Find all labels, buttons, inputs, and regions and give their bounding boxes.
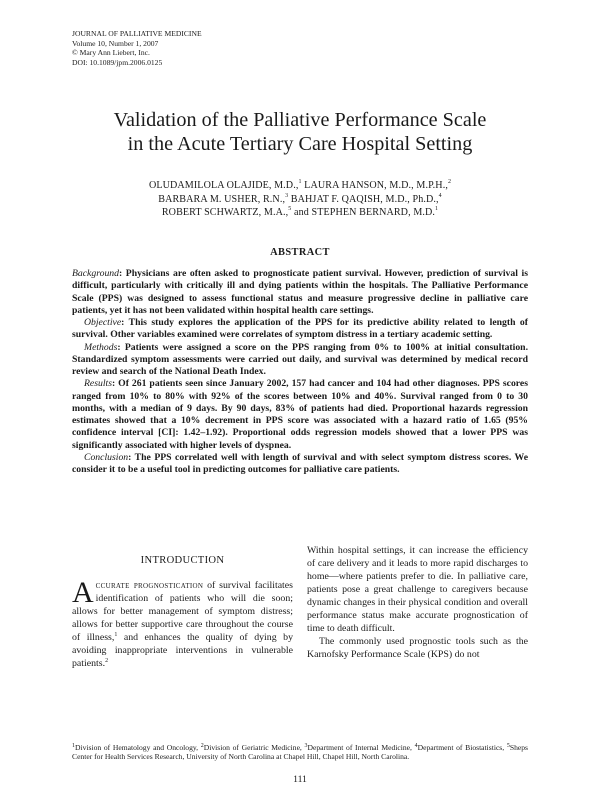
- abstract-objective: Objective: This study explores the application of the PPS for its predictive ability related to length of survival. Other variables examined were correlates of symptom distress in a tertiary academic setting.: [72, 317, 528, 341]
- affiliations-footnote: $^1$Division of Hematology and Oncology, $^2$Division of Geriatric Medicine, $^3$Department of Internal Medicine, $^4$Department of Biostatistics, $^5$Sheps Center for Health Services Research, University of North Carolina at Chapel Hill, Chapel Hill, North Carolina.: [72, 743, 529, 762]
- author-line-1: OLUDAMILOLA OLAJIDE, M.D.,$^1$ LAURA HANSON, M.D., M.P.H.,$^2$: [148, 179, 452, 191]
- author-line-3: ROBERT SCHWARTZ, M.A.,$^5$ and STEPHEN BERNARD, M.D.$^1$: [161, 206, 439, 219]
- intro-paragraph-2: The commonly used prognostic tools such as the Karnofsky Performance Scale (KPS) do not: [307, 635, 528, 660]
- abstract-methods: Methods: Patients were assigned a score on the PPS ranging from 0% to 100% at initial consultation. Standardized symptom assessments were carried out daily, and survival was determined by medical record review and search of the National Death Index.: [72, 341, 528, 377]
- title-line-2: in the Acute Tertiary Care Hospital Setting: [127, 133, 473, 155]
- intro-column-right: [307, 545, 528, 662]
- abstract-background: Background: Physicians are often asked to prognosticate patient survival. However, prediction of survival is difficult, particularly with critically ill and dying patients within the hospitals. The Palliative Performance Scale (PPS) was designed to assess functional status and measure progressive decline in palliative care patients, yet it has not been validated within hospital health care settings.: [72, 268, 528, 316]
- abstract-heading: ABSTRACT: [270, 247, 330, 258]
- abstract-conclusion: Conclusion: The PPS correlated well with length of survival and with select symptom distress scores. We consider it to be a useful tool in predicting outcomes for palliative care patients.: [72, 451, 528, 475]
- journal-header: [72, 29, 202, 67]
- drop-cap: A: [72, 575, 94, 609]
- article-title: [0, 108, 600, 156]
- abstract-results: Results: Of 261 patients seen since January 2002, 157 had cancer and 104 had other diagnoses. PPS scores ranged from 10% to 80% with 92% of the scores between 10% and 40%. Survival ranged from 0 to 30 months, with a median of 9 days. By 90 days, 83% of patients had died. Proportional hazards regression estimates showed that a 10% decrement in PPS score was associated with a hazard ratio of 1.65 (95% confidence interval [CI]: 1.42–1.92). Proportional odds regression models showed that a lower PPS was significantly associated with higher levels of dyspnea.: [72, 378, 528, 451]
- author-line-2: BARBARA M. USHER, R.N.,$^3$ BAHJAT F. QAQISH, M.D., Ph.D.,$^4$: [158, 192, 442, 205]
- abstract-body: [72, 268, 528, 476]
- intro-column-left: [72, 555, 293, 671]
- author-list: [0, 179, 600, 220]
- intro-heading: INTRODUCTION: [140, 555, 225, 566]
- intro-paragraph-1-cont: Within hospital settings, it can increase the efficiency of care delivery and it leads to more rapid discharges to home—where patients prefer to die. In palliative care, patients pose a great challenge to caregivers because dynamic changes in their physical condition and overall performance status make accurate prognostication of time to death difficult.: [307, 545, 528, 634]
- title-line-1: Validation of the Palliative Performance Scale: [113, 109, 487, 131]
- journal-name: JOURNAL OF PALLIATIVE MEDICINE: [72, 29, 202, 38]
- journal-volume: Volume 10, Number 1, 2007: [72, 38, 159, 48]
- intro-paragraph-1: Accurate prognostication of survival facilitates identification of patients who will die soon; allows for better management of symptom distress; allows for better supportive care throughout the course of illness,$^1$ and enhances the quality of dying by avoiding inappropriate interventions in vulnerable patients.$^2$: [72, 575, 293, 669]
- journal-doi: DOI: 10.1089/jpm.2006.0125: [72, 57, 163, 67]
- journal-copyright: © Mary Ann Liebert, Inc.: [72, 48, 150, 58]
- page-number: 111: [293, 774, 307, 785]
